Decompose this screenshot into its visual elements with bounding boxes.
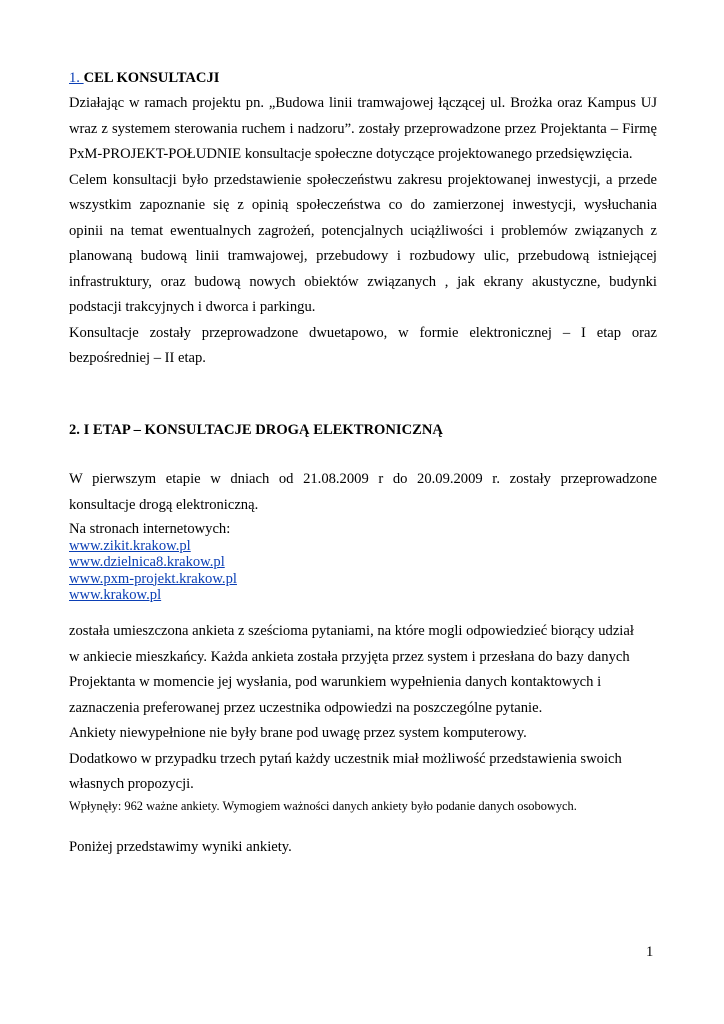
section2-body-line: własnych propozycji. [69,776,194,792]
websites-label: Na stronach internetowych: [69,521,231,537]
section2-intro [69,467,657,518]
section2-body-line: Ankiety niewypełnione nie były brane pod uwagę przez system komputerowy. [69,725,527,741]
section2-intro-line: W pierwszym etapie w dniach od 21.08.2009 r do 20.09.2009 r. zostały przeprowadzone [69,471,657,487]
websites-list [69,521,657,604]
section1-line: wraz z systemem sterowania ruchem i nadzoru”. zostały przeprowadzone przez Projektanta – Firmę [69,120,657,137]
section1-line: Działając w ramach projektu pn. „Budowa linii tramwajowej łączącej ul. Brożka oraz Kampus UJ [69,95,657,111]
section2-intro-line: konsultacje drogą elektroniczną. [69,496,259,513]
section2-body-line: w ankiecie mieszkańcy. Każda ankieta została przyjęta przez system i przesłana do bazy danych [69,648,630,665]
closing-block [69,835,657,861]
section2-body-line: Dodatkowo w przypadku trzech pytań każdy uczestnik miał możliwość przedstawienia swoich [69,750,622,767]
section1-body [69,91,657,372]
small-note: Wpłynęły: 962 ważne ankiety. Wymogiem ważności danych ankiety było podanie danych osobowych. [69,799,577,813]
section1-line: wszystkim zapoznanie się z opinią społeczeństwa co do zamierzonej inwestycji, wysłuchania [69,197,657,213]
section2-body [69,619,649,798]
section1-line: Konsultacje zostały przeprowadzone dwuetapowo, w formie elektronicznej – I etap oraz [69,324,657,341]
page-number: 1 [646,944,654,960]
section2-title: 2. I ETAP – KONSULTACJE DROGĄ ELEKTRONICZNĄ [69,422,443,438]
section1-line: planowaną budową linii tramwajowej, przebudowy i rozbudowy ulic, przebudową istniejącej [69,248,657,264]
section1-line: opinii na temat ewentualnych zagrożeń, potencjalnych uciążliwości i problemów związanych z [69,222,657,239]
section2-body-line: została umieszczona ankieta z sześcioma pytaniami, na które mogli odpowiedzieć biorący udział [69,623,634,639]
small-note-block [69,794,657,818]
website-link[interactable]: www.zikit.krakow.pl [69,537,191,554]
section1-line: bezpośredniej – II etap. [69,350,206,366]
section1-line: infrastruktury, oraz budową nowych obiektów związanych , jak ekrany akustyczne, budynki [69,273,657,290]
closing-text: Poniżej przedstawimy wyniki ankiety. [69,839,292,855]
section1-heading [69,66,657,92]
website-link[interactable]: www.krakow.pl [69,587,162,603]
section2-body-line: zaznaczenia preferowanej przez uczestnika odpowiedzi na poszczególne pytanie. [69,699,543,716]
website-link[interactable]: www.pxm-projekt.krakow.pl [69,570,237,587]
section1-line: Celem konsultacji było przedstawienie społeczeństwu zakresu projektowanej inwestycji, a przede [69,171,657,188]
section2-heading [69,418,657,444]
website-link[interactable]: www.dzielnica8.krakow.pl [69,554,225,570]
section1-line: podstacji trakcyjnych i dworca i parkingu. [69,299,316,315]
section2-body-line: Projektanta w momencie jej wysłania, pod warunkiem wypełnienia danych kontaktowych i [69,674,602,690]
section1-title: CEL KONSULTACJI [83,70,220,86]
section1-number-link[interactable]: 1. [69,70,84,86]
section1-line: PxM-PROJEKT-POŁUDNIE konsultacje społeczne dotyczące projektowanego przedsięwzięcia. [69,146,633,162]
